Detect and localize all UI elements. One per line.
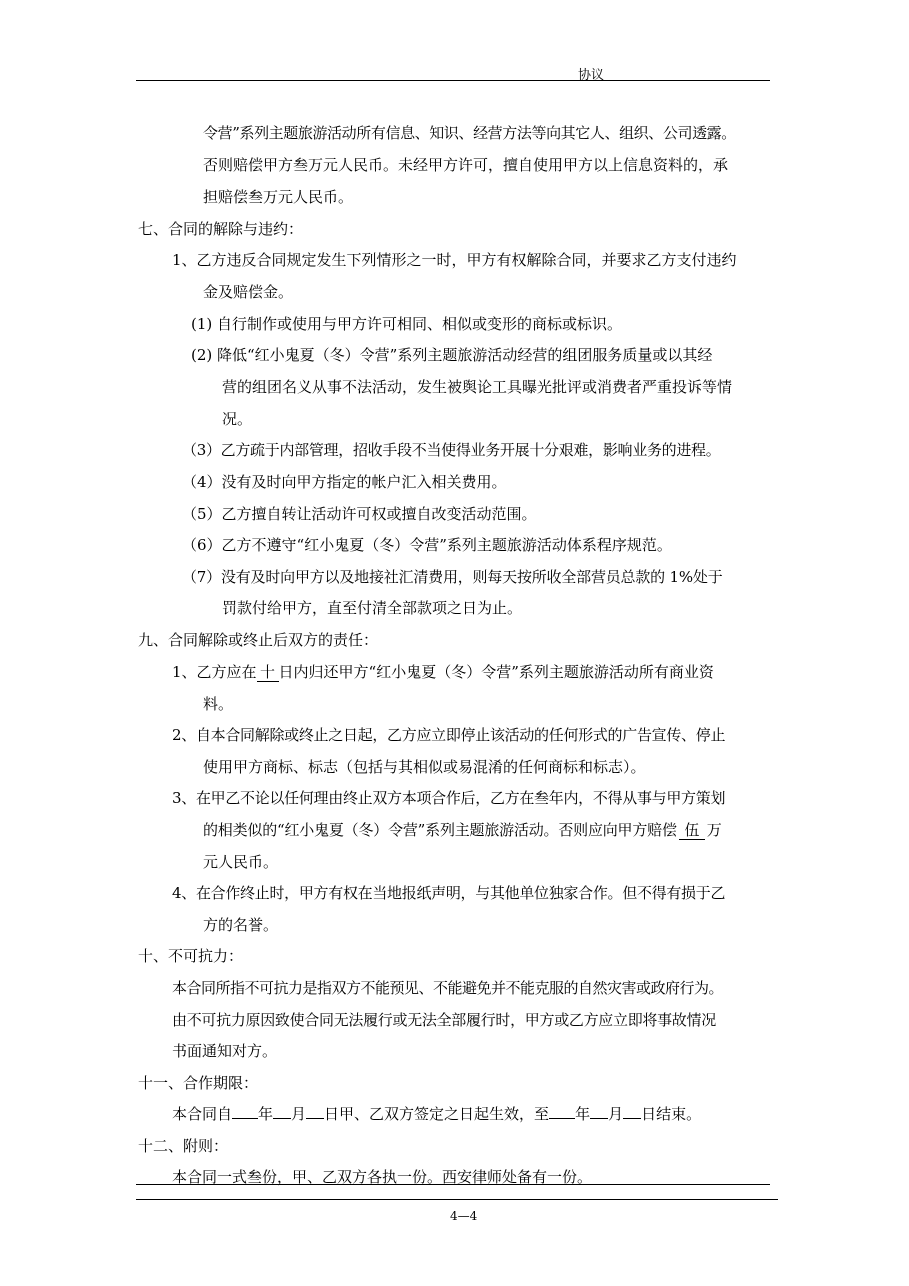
- body-line: 令营”系列主题旅游活动所有信息、知识、经营方法等向其它人、组织、公司透露。: [203, 124, 736, 142]
- clause-text: 1、乙方应在: [172, 663, 257, 681]
- return-days-blank: 十: [257, 664, 279, 682]
- header-rule: [136, 80, 770, 81]
- section-heading: 十、不可抗力：: [138, 947, 244, 965]
- body-line: （7）没有及时向甲方以及地接社汇清费用，则每天按所收全部营员总款的 1%处于: [182, 568, 723, 586]
- body-line: 罚款付给甲方，直至付清全部款项之日为止。: [222, 599, 523, 617]
- body-line: 料。: [203, 695, 234, 713]
- body-line: 本合同一式叁份，甲、乙双方各执一份。西安律师处备有一份。: [172, 1168, 593, 1186]
- clause-text: 年: [575, 1105, 591, 1123]
- body-line: 本合同所指不可抗力是指双方不能预见、不能避免并不能克服的自然灾害或政府行为。: [172, 979, 724, 997]
- body-line: 方的名誉。: [203, 916, 279, 934]
- clause-text: 月: [291, 1105, 307, 1123]
- body-line: （5）乙方擅自转让活动许可权或擅自改变活动范围。: [182, 505, 537, 523]
- body-line: （6）乙方不遵守“红小鬼夏（冬）令营”系列主题旅游活动体系程序规范。: [182, 536, 672, 554]
- body-line: 2、自本合同解除或终止之日起，乙方应立即停止该活动的任何形式的广告宣传、停止: [172, 726, 726, 744]
- body-line: [172, 662, 714, 682]
- body-line: 由不可抗力原因致使合同无法履行或无法全部履行时，甲方或乙方应立即将事故情况: [172, 1011, 716, 1029]
- body-line: 4、在合作终止时，甲方有权在当地报纸声明，与其他单位独家合作。但不得有损于乙: [172, 884, 726, 902]
- clause-text: 本合同自: [172, 1105, 233, 1123]
- clause-text: 日结束。: [641, 1105, 702, 1123]
- clause-text: 月: [608, 1105, 624, 1123]
- clause-text: 万: [706, 821, 722, 839]
- body-line: [172, 1104, 701, 1124]
- body-line: （3）乙方疏于内部管理，招收手段不当使得业务开展十分艰难，影响业务的进程。: [182, 441, 721, 459]
- body-line: 元人民币。: [203, 853, 279, 871]
- body-line: 况。: [222, 410, 253, 428]
- end-month-blank: [590, 1118, 608, 1119]
- compensation-blank: 伍: [679, 822, 705, 840]
- body-line: 使用甲方商标、标志（包括与其相似或易混淆的任何商标和标志）。: [203, 758, 646, 776]
- body-line: (2) 降低“红小鬼夏（冬）令营”系列主题旅游活动经营的组团服务质量或以其经: [191, 346, 713, 364]
- page-number: 4—4: [450, 1209, 478, 1223]
- start-day-blank: [306, 1118, 324, 1119]
- end-day-blank: [623, 1118, 641, 1119]
- section-heading: 十二、附则：: [138, 1137, 229, 1155]
- page-header-title: 协议: [578, 68, 605, 83]
- section-heading: 七、合同的解除与违约：: [138, 220, 304, 238]
- body-line: 否则赔偿甲方叁万元人民币。未经甲方许可，擅自使用甲方以上信息资料的，承: [203, 156, 729, 174]
- clause-text: 年: [258, 1105, 274, 1123]
- body-line: 3、在甲乙不论以任何理由终止双方本项合作后，乙方在叁年内，不得从事与甲方策划: [172, 789, 726, 807]
- body-line: 1、乙方违反合同规定发生下列情形之一时，甲方有权解除合同，并要求乙方支付违约: [172, 251, 737, 269]
- section-heading: 十一、合作期限：: [138, 1074, 259, 1092]
- footer-rule: [136, 1184, 770, 1185]
- body-line: 营的组团名义从事不法活动，发生被舆论工具曝光批评或消费者严重投诉等情: [222, 378, 733, 396]
- body-line: [203, 820, 722, 840]
- start-year-blank: [232, 1118, 258, 1119]
- body-line: 金及赔偿金。: [203, 283, 294, 301]
- body-line: 书面通知对方。: [172, 1042, 278, 1060]
- body-line: (1) 自行制作或使用与甲方许可相同、相似或变形的商标或标识。: [191, 315, 623, 333]
- footer-rule: [136, 1199, 778, 1200]
- clause-text: 日甲、乙双方签定之日起生效，至: [324, 1105, 550, 1123]
- end-year-blank: [549, 1118, 575, 1119]
- clause-text: 的相类似的“红小鬼夏（冬）令营”系列主题旅游活动。否则应向甲方赔偿: [203, 821, 677, 839]
- body-line: （4）没有及时向甲方指定的帐户汇入相关费用。: [182, 473, 507, 491]
- body-line: 担赔偿叁万元人民币。: [203, 188, 354, 206]
- section-heading: 九、合同解除或终止后双方的责任：: [138, 631, 379, 649]
- start-month-blank: [273, 1118, 291, 1119]
- clause-text: 日内归还甲方“红小鬼夏（冬）令营”系列主题旅游活动所有商业资: [278, 663, 714, 681]
